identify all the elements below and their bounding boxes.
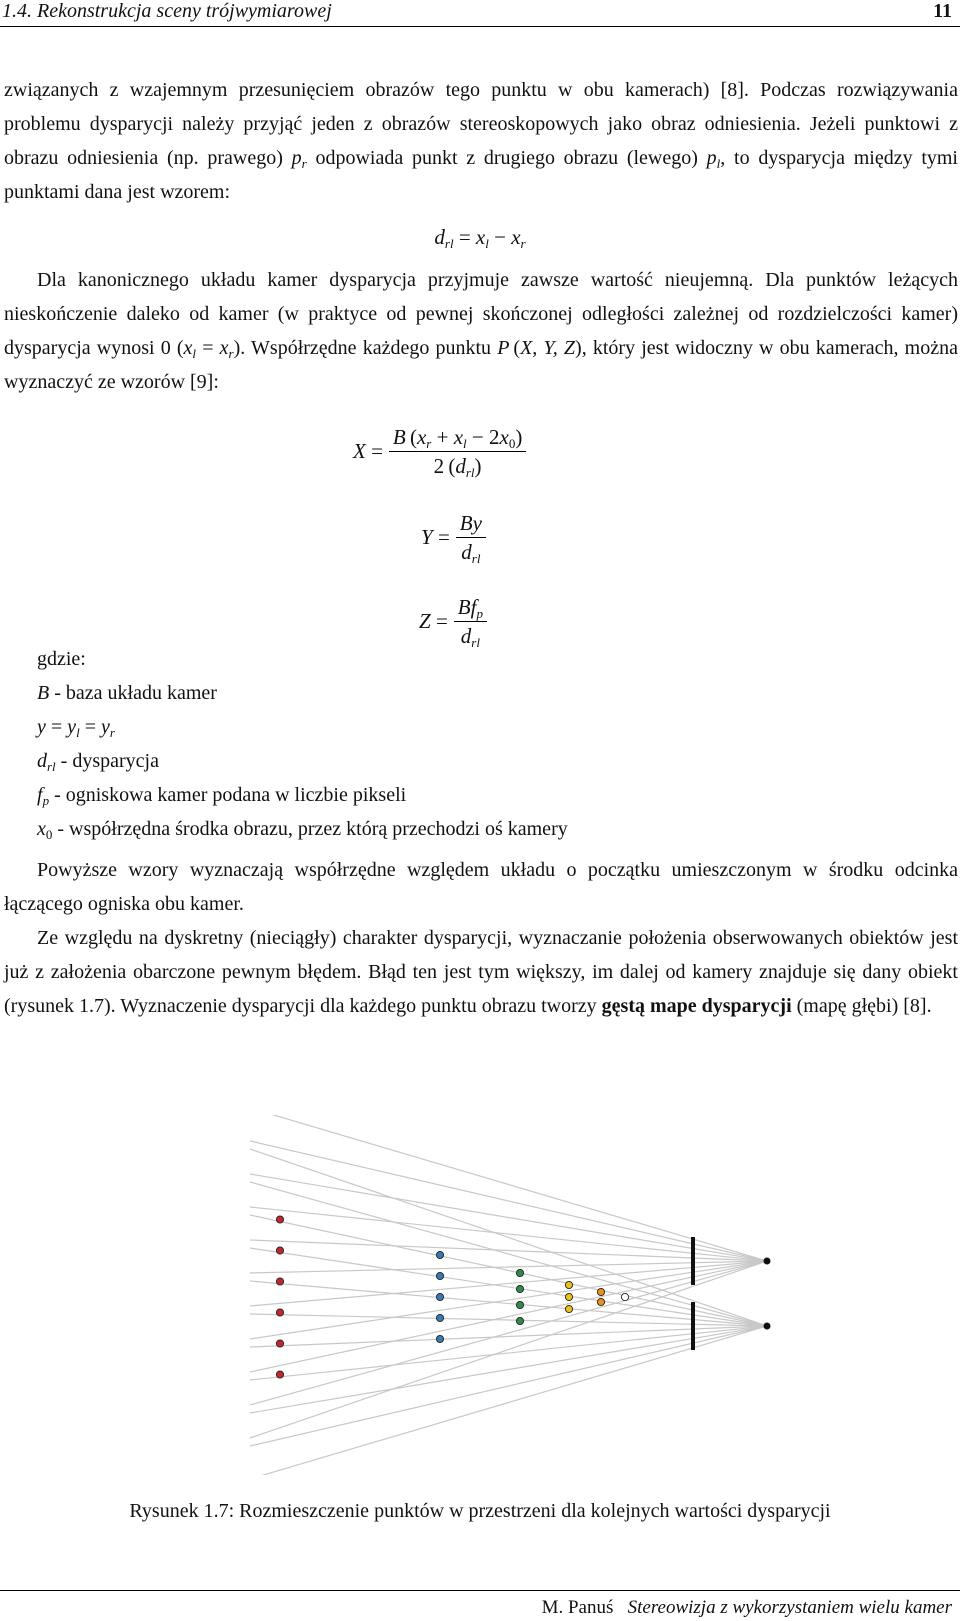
definitions-list (37, 642, 568, 846)
ray-line (250, 1182, 767, 1326)
ray-line (250, 1261, 767, 1405)
ray-line (250, 1326, 767, 1413)
equation-z: Z = $\frac{Bf_p}{d_{rl}}$ (419, 593, 487, 650)
definition-y: $y = y_l = y_r$ (37, 716, 115, 740)
section-title: 1.4. Rekonstrukcja sceny trójwymiarowej (2, 0, 332, 22)
bold-term: gęstą mape dysparycji (601, 995, 792, 1017)
camera-sensor (691, 1302, 695, 1350)
ray-line (250, 1261, 767, 1273)
paragraph-3: Powyższe wzory wyznaczają współrzędne względem układu o początku umieszczonym w środku odcinka łączącego ogniska obu kamer. (4, 859, 958, 915)
page-number: 11 (933, 0, 952, 22)
camera-sensor (691, 1237, 695, 1285)
disparity-point (597, 1298, 604, 1305)
disparity-point (276, 1371, 283, 1378)
disparity-point (516, 1285, 523, 1292)
disparity-point (565, 1305, 572, 1312)
ray-line (250, 1207, 767, 1261)
disparity-point (276, 1247, 283, 1254)
equation-disparity: $d_{rl} = x_l - x_r$ (434, 225, 526, 251)
paragraph-4: Ze względu na dyskretny (nieciągły) charakter dysparycji, wyznaczanie położenia obserwowanych obiektów jest już z założenia obarczone pewnym błędem. Błąd ten jest tym większy, im dalej od kamery znajduje się dany obiekt (rysunek 1.7). Wyznaczenie dysparycji dla każdego punktu obrazu tworzy gęstą mape dysparycji (mapę głębi) [8]. (4, 927, 958, 1017)
disparity-figure (0, 1115, 960, 1475)
disparity-point (276, 1340, 283, 1347)
footer-author: M. Panuś (541, 1597, 614, 1618)
disparity-point (565, 1293, 572, 1300)
disparity-point (276, 1216, 283, 1223)
page-header (0, 0, 960, 27)
paragraph-1: związanych z wzajemnym przesunięciem obrazów tego punktu w obu kamerach) [8]. Podczas rozwiązywania problemu dysparycji należy przyjąć jeden z obrazów stereoskopowych jako obraz odniesienia. Jeżeli punktowi z obrazu odniesienia (np. prawego) $p_r$ odpowiada punkt z drugiego obrazu (lewego) $p_l$, to dysparycja między tymi punktami dana jest wzorem: (4, 79, 958, 203)
disparity-point (436, 1251, 443, 1258)
disparity-point (565, 1281, 572, 1288)
disparity-point (516, 1269, 523, 1276)
definition-x0: $x_0$ - współrzędna środka obrazu, przez którą przechodzi oś kamery (37, 818, 568, 842)
disparity-point (436, 1272, 443, 1279)
equation-x: X = $\frac{B (x_r + x_l - 2x_0)}{2 (d_{rl})}$ (353, 423, 526, 480)
definition-d: $d_{rl}$ - dysparycja (37, 750, 159, 774)
definition-f: $f_p$ - ogniskowa kamer podana w liczbie pikseli (37, 784, 407, 808)
disparity-point (516, 1317, 523, 1324)
disparity-point (621, 1293, 628, 1300)
page-footer (0, 1590, 960, 1621)
camera-focal-point (764, 1323, 771, 1330)
ray-line (250, 1261, 767, 1372)
disparity-point (436, 1314, 443, 1321)
math-pr: $p_r$ (291, 147, 307, 171)
ray-line (250, 1326, 767, 1380)
ray-line (250, 1115, 767, 1261)
paragraph-2: Dla kanonicznego układu kamer dysparycja przyjmuje zawsze wartość nieujemną. Dla punktów leżących nieskończenie daleko od kamer (w praktyce od pewnej skończonej odległości zależnej od rozdzielczości kamer) dysparycja wynosi 0 $(x_l = x_r)$. Współrzędne każdego punktu P (X, Y, Z), który jest widoczny w obu kamerach, można wyznaczyć ze wzorów [9]: (4, 269, 958, 393)
disparity-point (276, 1278, 283, 1285)
ray-line (250, 1174, 767, 1261)
equation-y: Y = $\frac{By}{d_{rl}}$ (421, 509, 486, 566)
ray-line (250, 1314, 767, 1326)
footer-title: Stereowizja z wykorzystaniem wielu kamer (627, 1597, 952, 1618)
definitions-intro: gdzie: (37, 648, 86, 670)
disparity-point (516, 1301, 523, 1308)
definition-B: B - baza układu kamer (37, 682, 217, 704)
ray-line (250, 1215, 767, 1326)
disparity-point (436, 1335, 443, 1342)
figure-caption: Rysunek 1.7: Rozmieszczenie punktów w przestrzeni dla kolejnych wartości dysparycji (129, 1500, 831, 1522)
camera-focal-point (764, 1258, 771, 1265)
disparity-point (276, 1309, 283, 1316)
disparity-point (436, 1293, 443, 1300)
math-pl: $p_l$ (706, 147, 721, 171)
disparity-point (597, 1288, 604, 1295)
